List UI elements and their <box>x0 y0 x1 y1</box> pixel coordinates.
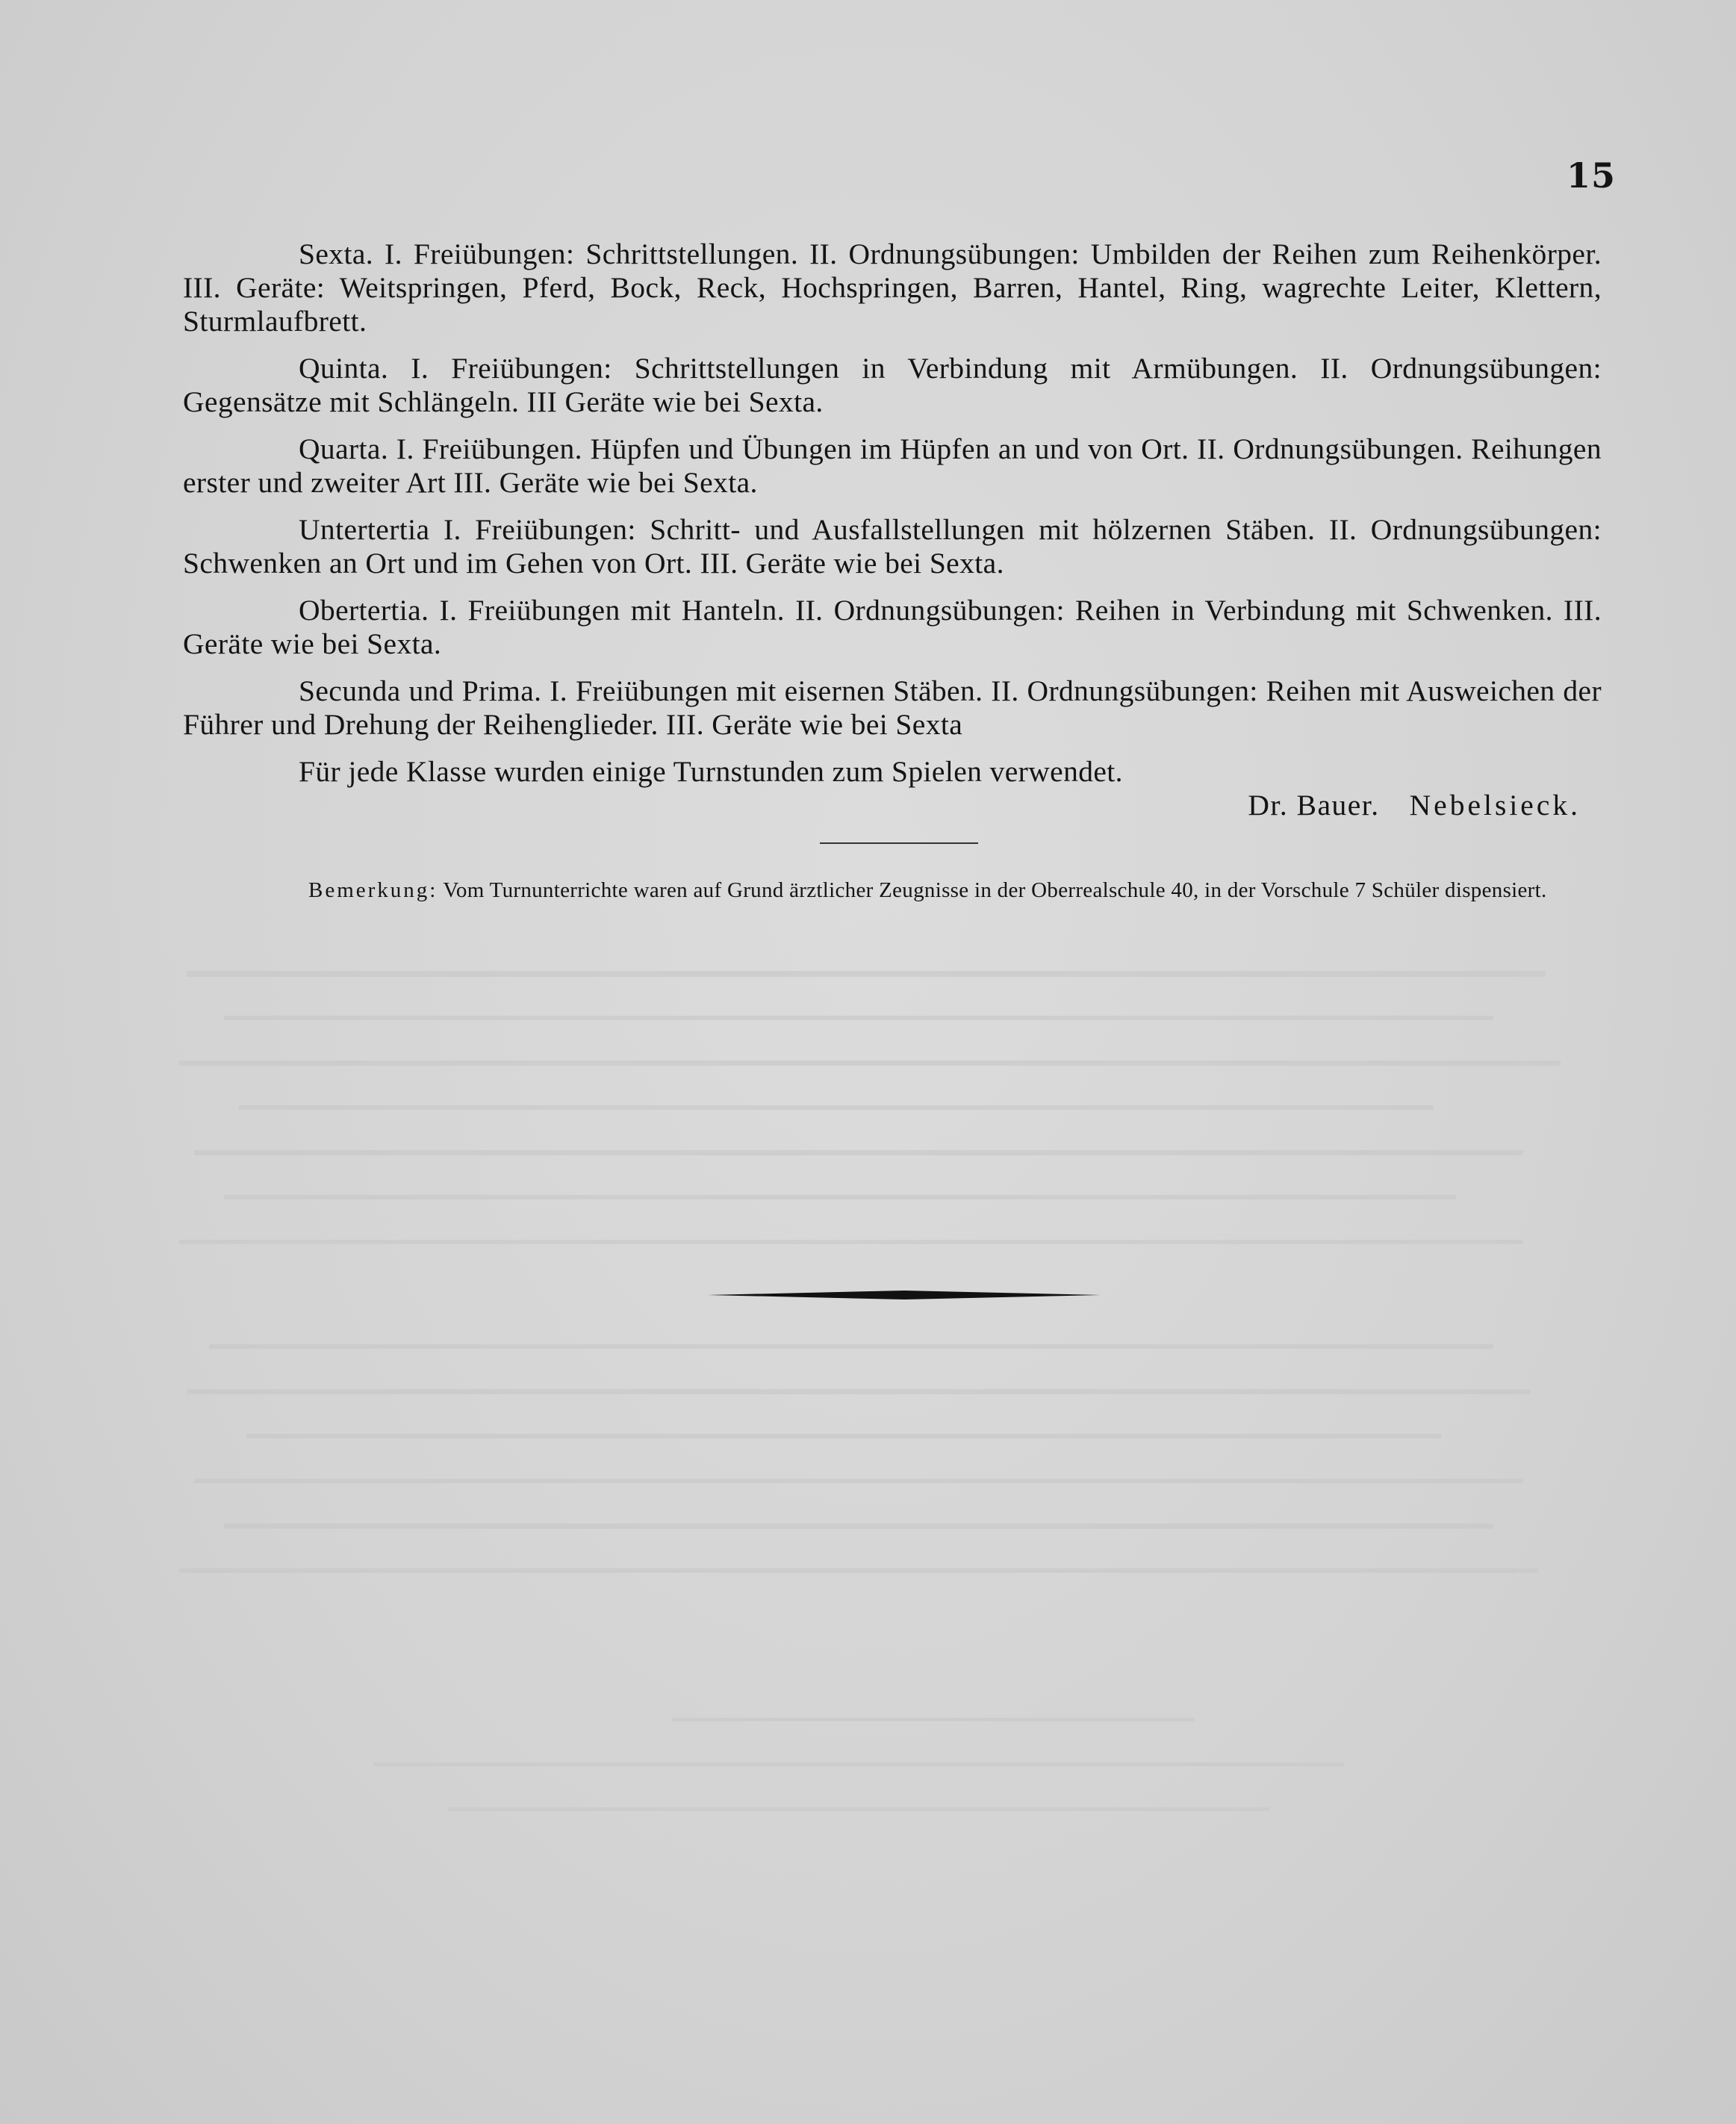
main-text <box>183 237 1602 822</box>
page-number: 15 <box>1567 155 1617 196</box>
signature-bauer: Dr. Bauer. <box>1248 789 1380 822</box>
footnote-remark <box>183 876 1602 905</box>
closing-sentence: Für jede Klasse wurden einige Turnstunden zum Spielen verwendet. <box>299 755 1123 788</box>
paragraph-quarta: Quarta. I. Freiübungen. Hüpfen und Übungen im Hüpfen an und von Ort. II. Ordnungsübungen. Reihungen erster und zweiter Art III. Geräte wie bei Sexta. <box>183 432 1602 499</box>
paragraph-obertertia: Obertertia. I. Freiübungen mit Hanteln. II. Ordnungsübungen: Reihen in Verbindung mit Schwenken. III. Geräte wie bei Sexta. <box>183 594 1602 660</box>
paragraph-quinta: Quinta. I. Freiübungen: Schrittstellungen in Verbindung mit Armübungen. II. Ordnungsübungen: Gegensätze mit Schlängeln. III Geräte wie bei Sexta. <box>183 352 1602 418</box>
remark-label: Bemerkung: <box>308 878 438 902</box>
remark-text: Vom Turnunterrichte waren auf Grund ärztlicher Zeugnisse in der Oberrealschule 40, in der Vorschule 7 Schüler dispensiert. <box>443 878 1547 902</box>
section-divider <box>820 842 978 844</box>
signature-line <box>183 789 1602 822</box>
signature-nebelsieck: Nebelsieck. <box>1409 789 1581 822</box>
paragraph-secunda-prima: Secunda und Prima. I. Freiübungen mit eisernen Stäben. II. Ordnungsübungen: Reihen mit Ausweichen der Führer und Drehung der Reihenglieder. III. Geräte wie bei Sexta <box>183 674 1602 741</box>
paragraph-untertertia: Untertertia I. Freiübungen: Schritt- und Ausfallstellungen mit hölzernen Stäben. II. Ordnungsübungen: Schwenken an Ort und im Gehen von Ort. III. Geräte wie bei Sexta. <box>183 513 1602 580</box>
end-ornament-rule <box>708 1291 1101 1299</box>
paragraph-sexta: Sexta. I. Freiübungen: Schrittstellungen. II. Ordnungsübungen: Umbilden der Reihen zum Reihenkörper. III. Geräte: Weitspringen, Pferd, Bock, Reck, Hochspringen, Barren, Hantel, Ring, wagrechte Leiter, Klettern, Sturmlaufbrett. <box>183 237 1602 338</box>
